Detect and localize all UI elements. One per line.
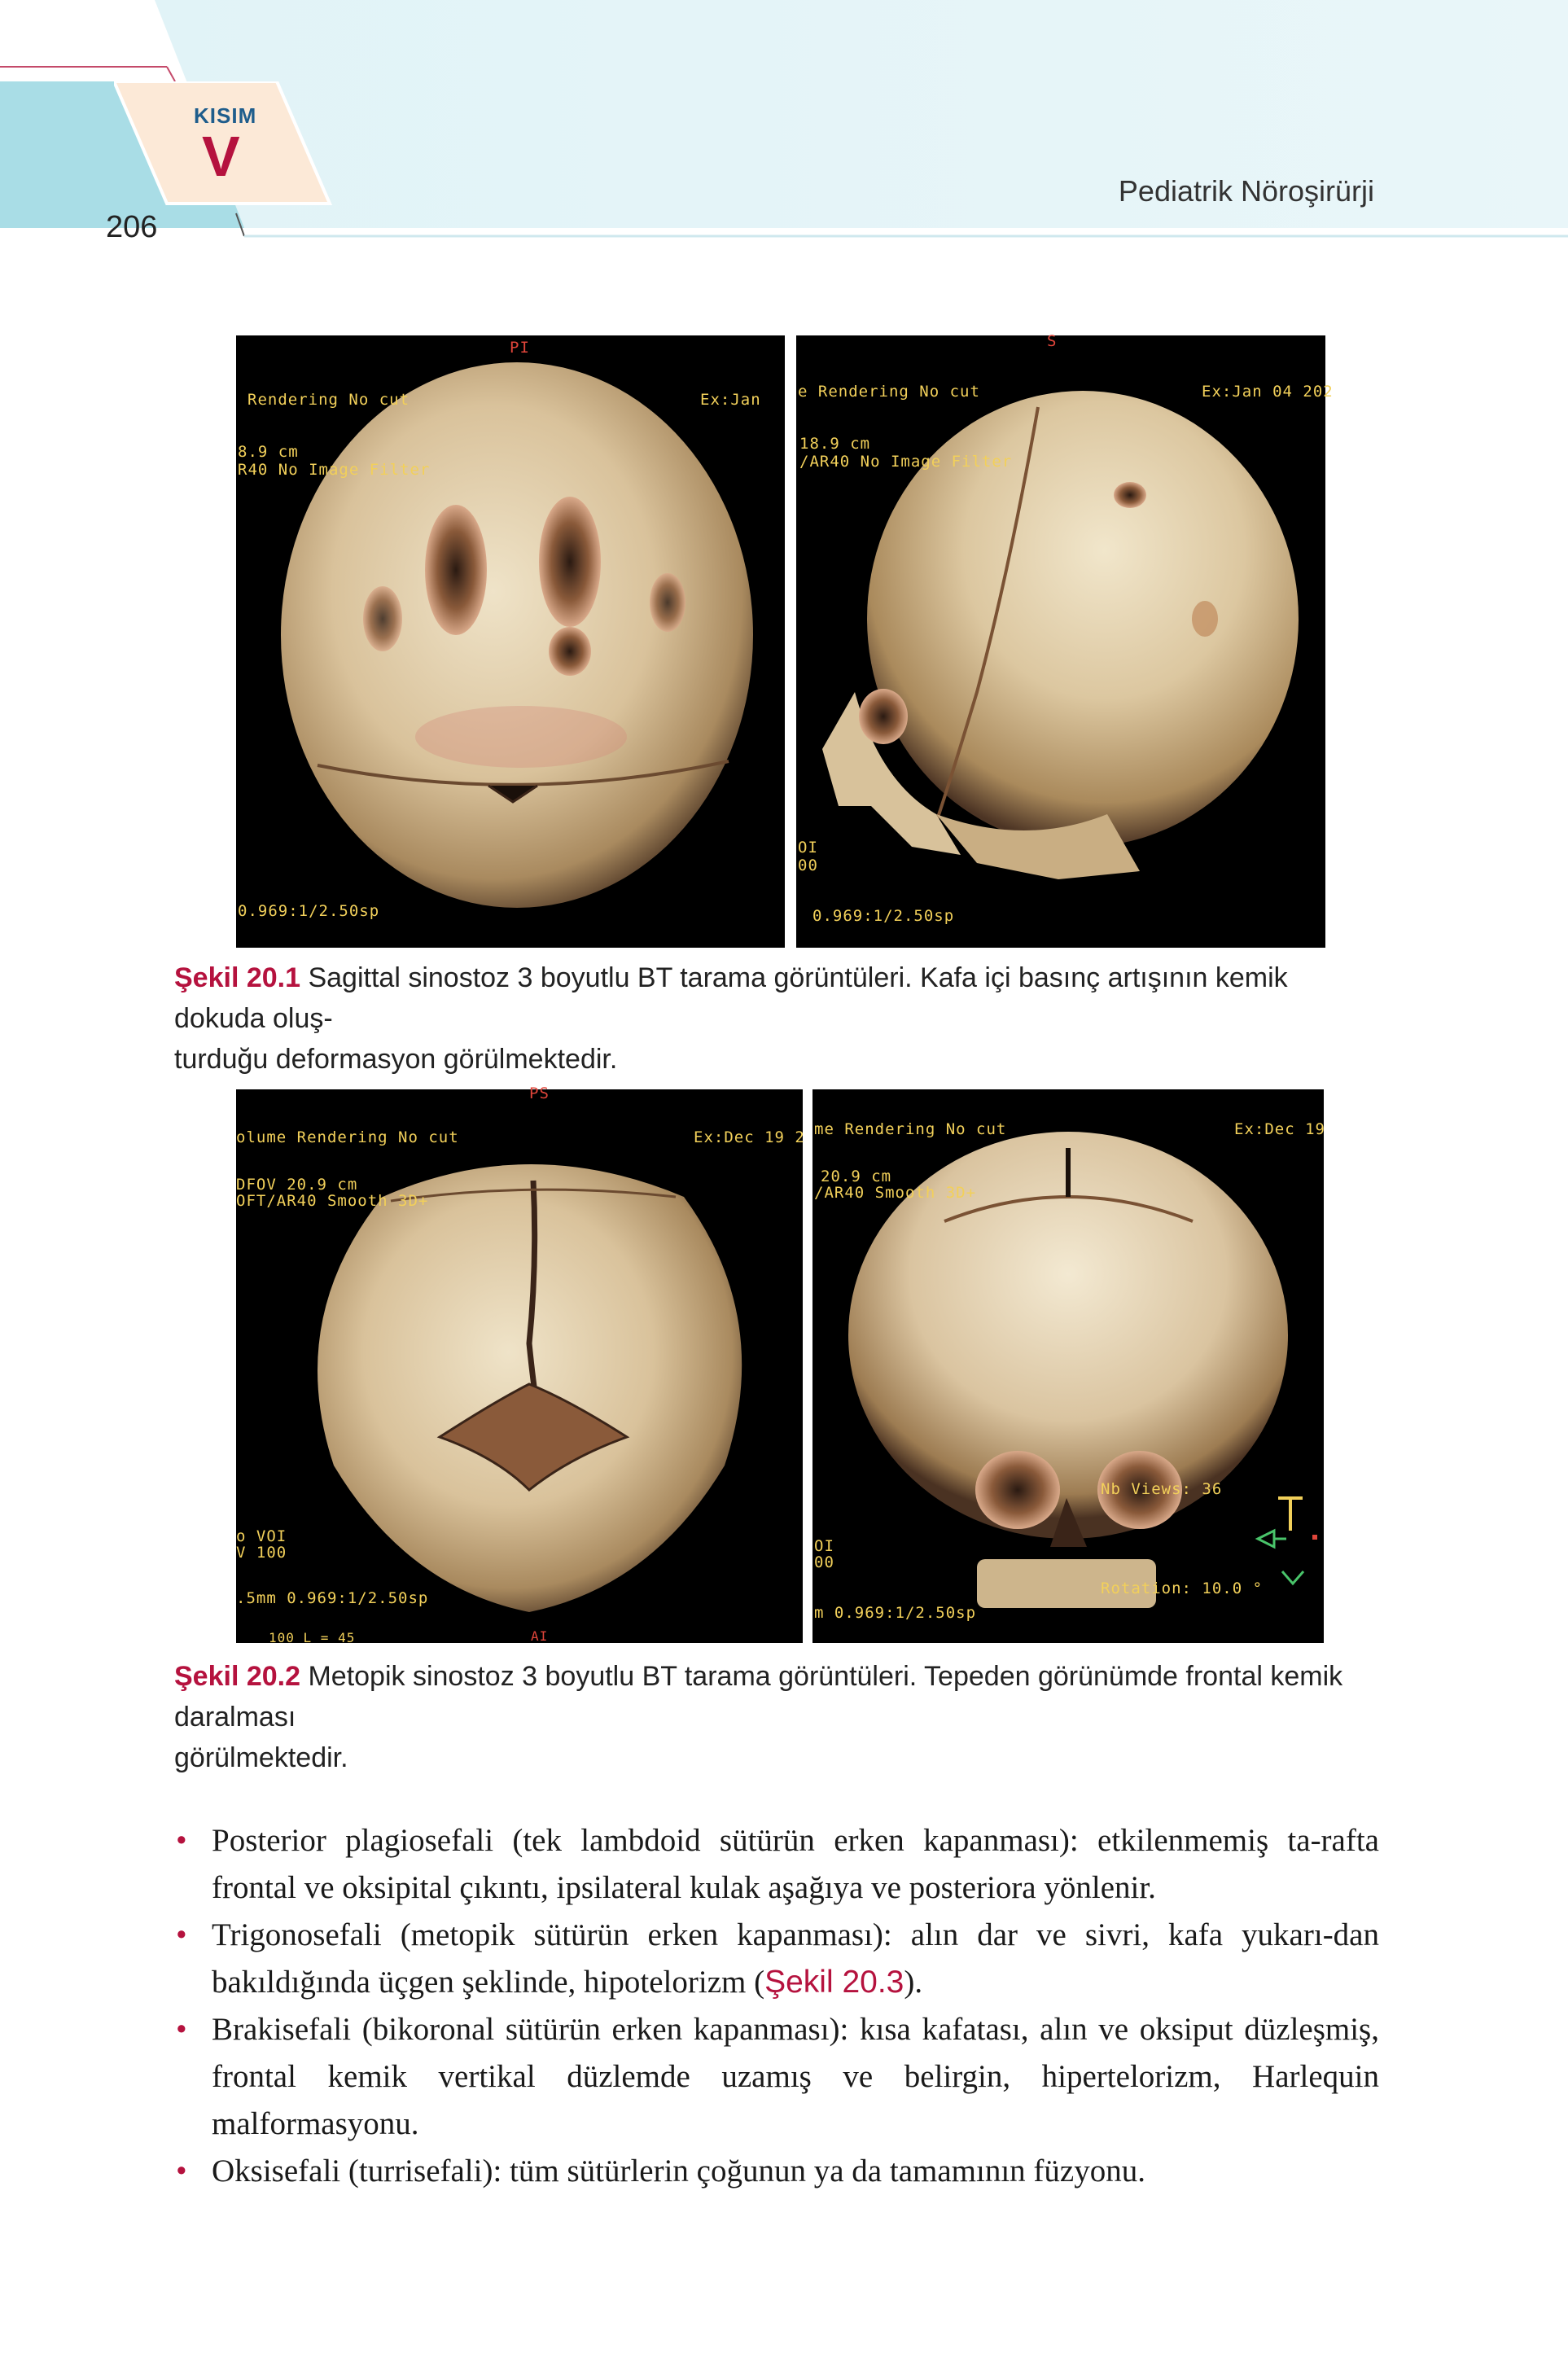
- ct-label: Rendering No cut: [247, 391, 410, 409]
- ct-label: R40 No Image Filter: [238, 461, 431, 479]
- bullet-icon: •: [176, 2012, 187, 2047]
- list-item: [174, 2148, 1379, 2195]
- ct-label: .5mm 0.969:1/2.50sp: [236, 1589, 429, 1607]
- list-item: [174, 2006, 1379, 2148]
- list-item-text: Brakisefali (bikoronal sütürün erken kapanması): kısa kafatası, alın ve oksiput düzleşmiş, frontal kemik vertikal düzlemde uzamış ve belirgin, hipertelorizm, Harlequin malformasyonu.: [212, 2012, 1379, 2141]
- figure-label: Şekil 20.2: [174, 1661, 301, 1692]
- ct-label: S: [1047, 332, 1058, 350]
- ct-label: PS: [529, 1084, 550, 1102]
- figure-label: Şekil 20.1: [174, 962, 301, 993]
- ct-label: 18.9 cm: [799, 435, 871, 453]
- ct-label: 00: [798, 857, 818, 874]
- list-item: [174, 1912, 1379, 2006]
- ct-label: /AR40 No Image Filter: [799, 453, 1013, 471]
- ct-label: OFT/AR40 Smooth 3D+: [236, 1192, 429, 1210]
- caption-text: turduğu deformasyon görülmektedir.: [174, 1044, 618, 1075]
- list-item-text: ).: [904, 1965, 923, 2000]
- ct-label: Ex:Jan 04 202: [1202, 383, 1334, 401]
- ct-label: olume Rendering No cut: [236, 1128, 459, 1146]
- ct-label: 8.9 cm: [238, 443, 299, 461]
- ct-label: Nb Views: 36: [1101, 1480, 1223, 1498]
- ct-label: 0.969:1/2.50sp: [812, 907, 955, 925]
- list-item-text: Posterior plagiosefali (tek lambdoid sütürün erken kapanması): etkilenmemiş ta-rafta frontal ve oksipital çıkıntı, ipsilateral kulak aşağıya ve posteriora yönlenir.: [212, 1823, 1379, 1905]
- ct-label: m 0.969:1/2.50sp: [814, 1604, 977, 1622]
- ct-label: 0.969:1/2.50sp: [238, 902, 380, 920]
- ct-label: e Rendering No cut: [798, 383, 980, 401]
- figure-1-image-a: [236, 335, 785, 948]
- ct-label: DFOV 20.9 cm: [236, 1176, 358, 1194]
- ct-label: OI: [814, 1537, 834, 1555]
- figure-1-caption: [174, 957, 1379, 1080]
- ct-label: 00: [814, 1553, 834, 1571]
- ct-label: OI: [798, 839, 818, 857]
- running-title: Pediatrik Nöroşirürji: [1118, 174, 1374, 208]
- part-number: V: [202, 125, 240, 188]
- caption-text: Metopik sinostoz 3 boyutlu BT tarama görüntüleri. Tepeden görünümde frontal kemik daralması: [174, 1661, 1343, 1733]
- caption-text: görülmektedir.: [174, 1742, 348, 1773]
- ct-label: me Rendering No cut: [814, 1120, 1007, 1138]
- part-label: KISIM: [194, 103, 257, 128]
- figure-2-image-a: [236, 1089, 803, 1643]
- caption-text: Sagittal sinostoz 3 boyutlu BT tarama görüntüleri. Kafa içi basınç artışının kemik dokuda oluş-: [174, 962, 1288, 1034]
- ct-label: 20.9 cm: [821, 1168, 892, 1185]
- page-number: 206: [106, 210, 158, 244]
- ct-label: AI: [531, 1628, 549, 1644]
- list-item: [174, 1817, 1379, 1912]
- ct-label: V 100: [236, 1544, 287, 1562]
- figure-1-image-b: [796, 335, 1325, 948]
- ct-label: 100 L = 45: [269, 1630, 356, 1645]
- ct-label: Ex:Dec 19 2: [694, 1128, 805, 1146]
- ct-label: o VOI: [236, 1527, 287, 1545]
- ct-label: Ex:Dec 19: [1234, 1120, 1325, 1138]
- figure-reference-link[interactable]: Şekil 20.3: [764, 1965, 904, 2000]
- list-item-text: Oksisefali (turrisefali): tüm sütürlerin çoğunun ya da tamamının füzyonu.: [212, 2153, 1145, 2189]
- ct-label: Ex:Jan: [700, 391, 761, 409]
- bullet-icon: •: [176, 1917, 187, 1952]
- bullet-icon: •: [176, 2153, 187, 2189]
- ct-label: /AR40 Smooth 3D+: [814, 1184, 977, 1202]
- figure-2-caption: [174, 1656, 1379, 1778]
- craniosynostosis-list: [174, 1817, 1379, 2195]
- bullet-icon: •: [176, 1823, 187, 1858]
- ct-label: PI: [510, 339, 530, 357]
- ct-label: Rotation: 10.0 °: [1101, 1580, 1264, 1597]
- list-item-text: Trigonosefali (metopik sütürün erken kapanması): alın dar ve sivri, kafa yukarı-dan bakıldığında üçgen şeklinde, hipotelorizm (: [212, 1917, 1379, 2000]
